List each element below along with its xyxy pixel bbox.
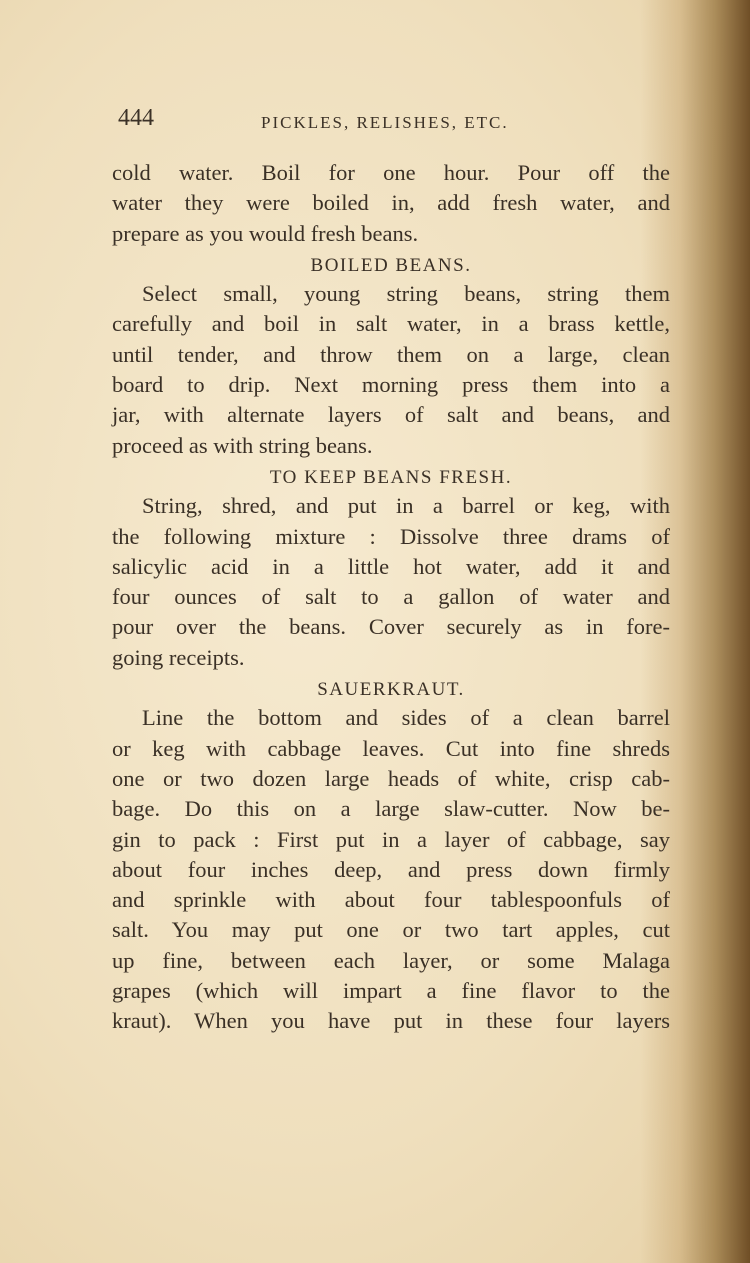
text-line: bage. Do this on a large slaw-cutter. Now be-: [112, 796, 670, 822]
text-line: gin to pack : First put in a layer of cabbage, say: [112, 826, 670, 852]
text-line: String, shred, and put in a barrel or keg, with: [142, 493, 670, 519]
text-line: or keg with cabbage leaves. Cut into fine shreds: [112, 735, 670, 761]
text-line: carefully and boil in salt water, in a brass kettle,: [112, 311, 670, 337]
section-heading-keep-beans-fresh: TO KEEP BEANS FRESH.: [269, 466, 513, 488]
text-line: proceed as with string beans.: [112, 432, 373, 458]
section-heading-boiled-beans: BOILED BEANS.: [310, 254, 472, 276]
text-line: up fine, between each layer, or some Malaga: [112, 947, 670, 973]
text-line: kraut). When you have put in these four layers: [112, 1008, 670, 1034]
text-line: until tender, and throw them on a large, clean: [112, 341, 670, 367]
text-line: about four inches deep, and press down firmly: [112, 856, 670, 882]
running-head: PICKLES, RELISHES, ETC.: [261, 113, 509, 132]
text-line: the following mixture : Dissolve three drams of: [112, 523, 670, 549]
page-number: 444: [118, 105, 154, 131]
text-line: jar, with alternate layers of salt and beans, and: [112, 402, 670, 428]
text-line: board to drip. Next morning press them into a: [112, 372, 670, 398]
text-line: going receipts.: [112, 644, 245, 670]
text-line: prepare as you would fresh beans.: [112, 220, 419, 246]
body-text: [112, 158, 670, 1037]
text-line: salicylic acid in a little hot water, add it and: [112, 553, 670, 579]
text-line: pour over the beans. Cover securely as in fore-: [112, 614, 670, 640]
text-line: cold water. Boil for one hour. Pour off the: [112, 160, 670, 185]
text-line: one or two dozen large heads of white, crisp cab-: [112, 765, 670, 791]
section-heading-sauerkraut: SAUERKRAUT.: [317, 679, 465, 701]
text-line: four ounces of salt to a gallon of water and: [112, 584, 670, 610]
text-line: Select small, young string beans, string them: [142, 281, 670, 307]
text-line: water they were boiled in, add fresh water, and: [112, 190, 670, 216]
page-header: [118, 105, 678, 135]
text-line: salt. You may put one or two tart apples, cut: [112, 917, 670, 943]
text-line: Line the bottom and sides of a clean barrel: [142, 705, 670, 731]
text-line: and sprinkle with about four tablespoonfuls of: [112, 887, 670, 913]
text-line: grapes (which will impart a fine flavor to the: [112, 978, 670, 1004]
